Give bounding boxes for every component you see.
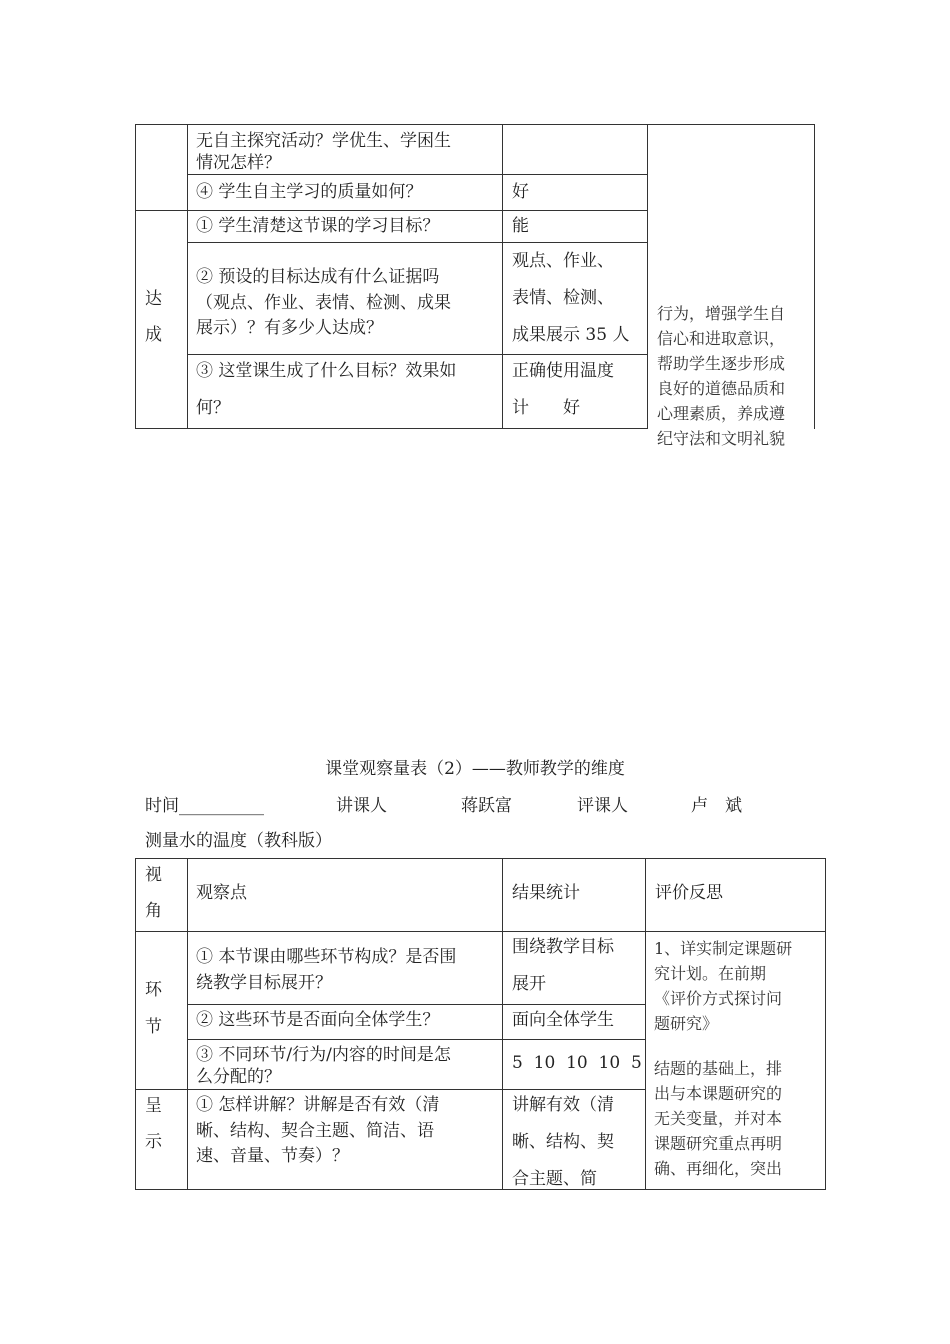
result-stages-line-1: 围绕教学目标 bbox=[512, 937, 614, 957]
question-learning-quality: ④ 学生自主学习的质量如何？ bbox=[196, 182, 423, 202]
section-label-stage-1: 环 bbox=[145, 980, 162, 1000]
reflection2-line-10: 确、再细化，突出 bbox=[654, 1159, 783, 1178]
result-explanation-line-1: 讲解有效（清 bbox=[512, 1095, 614, 1115]
header-result: 结果统计 bbox=[512, 883, 580, 903]
reflection-line-3: 帮助学生逐步形成 bbox=[657, 354, 786, 373]
result-learning-goal: 能 bbox=[512, 216, 529, 236]
evaluator-label: 评课人 bbox=[577, 796, 628, 816]
header-view-1: 视 bbox=[145, 865, 162, 885]
reflection2-line-1: 1、详实制定课题研 bbox=[654, 939, 793, 958]
reflection-line-4: 良好的道德品质和 bbox=[657, 379, 786, 398]
section-label-present-2: 示 bbox=[145, 1132, 162, 1152]
question-all-students: ② 这些环节是否面向全体学生？ bbox=[196, 1010, 440, 1030]
question-explanation-line-3: 速、音量、节奏）？ bbox=[196, 1146, 349, 1166]
reflection-line-1: 行为，增强学生自 bbox=[657, 304, 786, 323]
section-label-stage-2: 节 bbox=[145, 1017, 162, 1037]
result-evidence-line-2: 表情、检测、 bbox=[512, 288, 614, 308]
question-learning-goal: ① 学生清楚这节课的学习目标？ bbox=[196, 216, 440, 236]
result-evidence-line-1: 观点、作业、 bbox=[512, 251, 614, 271]
result-time-allocation: 5 10 10 10 5 bbox=[512, 1053, 642, 1073]
section-label-present-1: 呈 bbox=[145, 1096, 162, 1116]
reflection2-line-9: 课题研究重点再明 bbox=[654, 1134, 783, 1153]
header-reflection: 评价反思 bbox=[655, 883, 723, 903]
section-label-achieve-1: 达 bbox=[145, 289, 162, 309]
reflection2-line-6: 结题的基础上，排 bbox=[654, 1059, 783, 1078]
reflection2-line-4: 题研究》 bbox=[654, 1014, 719, 1033]
reflection2-line-7: 出与本课题研究的 bbox=[654, 1084, 783, 1103]
question-stages-line-1: ① 本节课由哪些环节构成？是否围 bbox=[196, 947, 457, 967]
section-label-achieve-2: 成 bbox=[145, 325, 162, 345]
question-continued-line-1: 无自主探究活动？学优生、学困生 bbox=[196, 131, 451, 151]
result-stages-line-2: 展开 bbox=[512, 974, 546, 994]
reflection2-line-3: 《评价方式探讨问 bbox=[654, 989, 783, 1008]
form-title: 课堂观察量表（2）——教师教学的维度 bbox=[325, 759, 625, 779]
question-evidence-line-3: 展示）？有多少人达成？ bbox=[196, 318, 383, 338]
question-time-allocation-line-1: ③ 不同环节/行为/内容的时间是怎 bbox=[196, 1045, 451, 1065]
result-effect-line-2: 计 好 bbox=[512, 398, 580, 418]
reflection-line-2: 信心和进取意识， bbox=[657, 329, 786, 348]
question-effect-line-1: ③ 这堂课生成了什么目标？效果如 bbox=[196, 361, 457, 381]
reflection2-line-8: 无关变量，并对本 bbox=[654, 1109, 783, 1128]
question-time-allocation-line-2: 么分配的？ bbox=[196, 1067, 281, 1087]
result-explanation-line-3: 合主题、简 bbox=[512, 1169, 597, 1189]
result-evidence-line-3: 成果展示 35 人 bbox=[512, 325, 630, 345]
reflection-line-5: 心理素质，养成遵 bbox=[657, 404, 786, 423]
result-all-students: 面向全体学生 bbox=[512, 1010, 614, 1030]
result-explanation-line-2: 晰、结构、契 bbox=[512, 1132, 614, 1152]
lecturer-label: 讲课人 bbox=[336, 796, 387, 816]
reflection2-line-2: 究计划。在前期 bbox=[654, 964, 767, 983]
question-explanation-line-2: 晰、结构、契合主题、简洁、语 bbox=[196, 1121, 434, 1141]
question-stages-line-2: 绕教学目标展开？ bbox=[196, 973, 332, 993]
result-effect-line-1: 正确使用温度 bbox=[512, 361, 614, 381]
question-evidence-line-2: （观点、作业、表情、检测、成果 bbox=[196, 293, 451, 313]
lecturer-name: 蒋跃富 bbox=[461, 796, 512, 816]
question-continued-line-2: 情况怎样？ bbox=[196, 153, 281, 173]
question-evidence-line-1: ② 预设的目标达成有什么证据吗 bbox=[196, 267, 440, 287]
evaluator-name: 卢 斌 bbox=[691, 796, 742, 816]
header-observation-point: 观察点 bbox=[196, 883, 247, 903]
question-effect-line-2: 何？ bbox=[196, 398, 230, 418]
result-learning-quality: 好 bbox=[512, 182, 529, 202]
reflection-line-6: 纪守法和文明礼貌 bbox=[657, 429, 786, 448]
time-label: 时间__________ bbox=[145, 796, 264, 816]
header-view-2: 角 bbox=[145, 901, 162, 921]
question-explanation-line-1: ① 怎样讲解？讲解是否有效（清 bbox=[196, 1095, 440, 1115]
lesson-title: 测量水的温度（教科版） bbox=[145, 831, 332, 851]
